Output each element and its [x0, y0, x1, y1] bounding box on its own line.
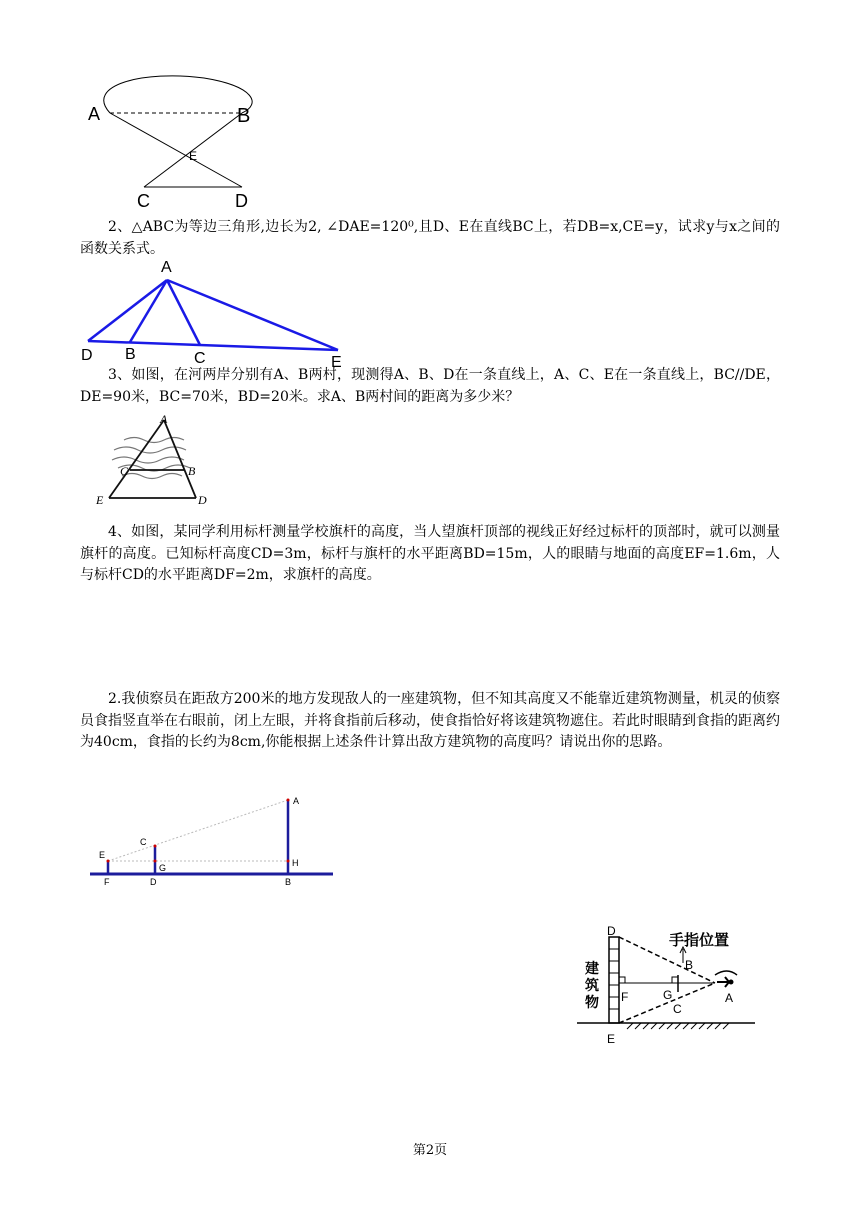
fig5-label-c: C	[673, 1002, 682, 1016]
fig2-line-ab	[130, 280, 167, 342]
fig2-label-b: B	[125, 346, 136, 363]
fig5-building	[609, 937, 619, 1023]
fig3-label-b: B	[188, 464, 196, 478]
problem-2-text: 2、△ABC为等边三角形,边长为2, ∠DAE=120⁰,且D、E在直线BC上，若DB=x,CE=y，试求y与x之间的函数关系式。	[80, 219, 780, 257]
fig5-label-g: G	[663, 988, 673, 1002]
fig4-sight-line	[108, 800, 288, 861]
problem-3-text: 3、如图，在河两岸分别有A、B两村，现测得A、B、D在一条直线上，A、C、E在一条直线上，BC//DE，DE=90米，BC=70米，BD=20米。求A、B两村间的距离为多少米？	[80, 367, 780, 405]
fig1-label-e: E	[189, 149, 198, 163]
fig3-label-c: C	[120, 464, 129, 478]
fig1-label-c: C	[137, 191, 150, 211]
fig5-building-label-3: 物	[585, 994, 599, 1010]
fig4-label-h: H	[292, 858, 299, 868]
eye-icon	[715, 971, 737, 975]
fig1-label-b: B	[237, 105, 251, 127]
problem-4-text: 4、如图，某同学利用标杆测量学校旗杆的高度，当人望旗杆顶部的视线正好经过标杆的顶部时，就可以测量旗杆的高度。已知标杆高度CD=3m，标杆与旗杆的水平距离BD=15m，人的眼睛与地面的高度EF=1.6m，人与标杆CD的水平距离DF=2m，求旗杆的高度。	[80, 524, 780, 583]
fig3-label-e: E	[96, 493, 104, 507]
figure-3-diagram	[84, 410, 214, 515]
fig2-line-ac	[167, 280, 200, 345]
problem-5-text: 2.我侦察员在距敌方200米的地方发现敌人的一座建筑物，但不知其高度又不能靠近建筑物测量，机灵的侦察员食指竖直举在右眼前，闭上左眼，并将食指前后移动，使食指恰好将该建筑物遮住。若此时眼睛到食指的距离约为40cm，食指的长约为8cm,你能根据上述条件计算出敌方建筑物的高度吗？请说出你的思路。	[80, 691, 780, 750]
fig5-building-label-1: 建	[585, 960, 599, 976]
fig1-line-ad	[110, 113, 242, 187]
fig4-label-b: B	[285, 877, 292, 887]
fig4-label-a: A	[293, 796, 300, 806]
fig2-label-d: D	[81, 347, 93, 364]
fig2-label-c: C	[194, 350, 206, 367]
figure-1-diagram	[84, 70, 284, 215]
fig5-building-label-2: 筑	[585, 977, 599, 993]
figure-2-diagram	[80, 255, 360, 370]
fig2-label-a: A	[161, 259, 172, 276]
fig3-line-ad	[164, 420, 196, 498]
fig4-label-c: C	[140, 837, 147, 847]
fig5-title: 手指位置	[669, 932, 730, 949]
fig4-label-e: E	[99, 850, 106, 860]
fig1-label-a: A	[88, 104, 101, 124]
figure-4-diagram	[85, 790, 340, 890]
fig2-label-e: E	[331, 354, 342, 371]
fig5-label-b: B	[685, 958, 694, 972]
fig3-label-a: A	[160, 412, 168, 426]
fig4-label-d: D	[150, 877, 157, 887]
fig3-label-d: D	[198, 493, 207, 507]
fig1-label-d: D	[235, 191, 248, 211]
fig5-label-e: E	[607, 1032, 616, 1046]
fig5-label-a: A	[725, 991, 734, 1005]
fig1-arc	[104, 76, 252, 113]
fig5-label-d: D	[607, 924, 616, 938]
figure-5-diagram	[575, 925, 765, 1050]
fig5-label-f: F	[621, 990, 629, 1004]
page-number: 第2页	[412, 1143, 448, 1158]
fig4-label-g: G	[159, 863, 167, 873]
fig4-label-f: F	[104, 877, 110, 887]
fig2-line-ad	[88, 280, 167, 341]
fig2-line-ae	[167, 280, 338, 350]
fig3-line-ae	[109, 420, 164, 498]
